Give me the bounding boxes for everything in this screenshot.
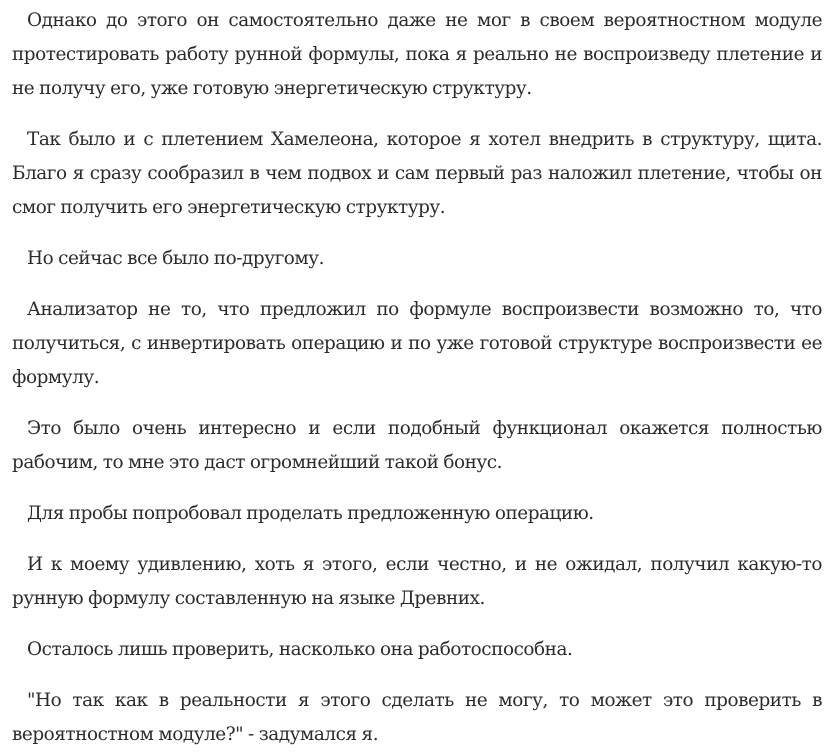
paragraph-5: Это было очень интересно и если подобный функционал окажется полностью рабочим, то мне это даст огромнейший такой бонус. <box>12 418 822 473</box>
paragraph-6: Для пробы попробовал проделать предложенную операцию. <box>27 503 594 524</box>
paragraph-8: Осталось лишь проверить, насколько она работоспособна. <box>27 639 573 660</box>
paragraph-3: Но сейчас все было по-другому. <box>27 248 324 269</box>
paragraph-2: Так было и с плетением Хамелеона, которое я хотел внедрить в структуру, щита. Благо я сразу сообразил в чем подвох и сам первый раз наложил плетение, чтобы он смог получить его энергетическую структуру. <box>12 129 822 218</box>
paragraph-4: Анализатор не то, что предложил по формуле воспроизвести возможно то, что получиться, с инвертировать операцию и по уже готовой структуре воспроизвести ее формулу. <box>12 299 822 388</box>
paragraph-1: Однако до этого он самостоятельно даже не мог в своем вероятностном модуле протестировать работу рунной формулы, пока я реально не воспроизведу плетение и не получу его, уже готовую энергетическую структуру. <box>12 10 822 99</box>
paragraph-7: И к моему удивлению, хоть я этого, если честно, и не ожидал, получил какую-то рунную формулу составленную на языке Древних. <box>12 554 822 609</box>
paragraph-9: "Но так как в реальности я этого сделать не могу, то может это проверить в вероятностном модуле?" - задумался я. <box>12 690 822 745</box>
